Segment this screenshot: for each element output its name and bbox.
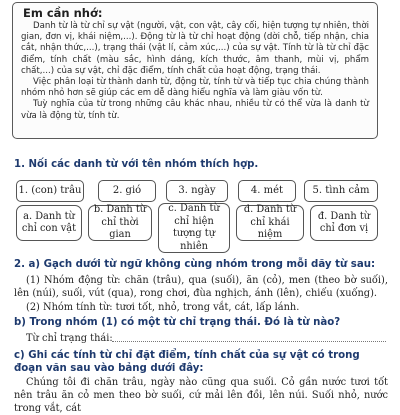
passage-text: Chúng tôi đi chăn trâu, ngày nào cũng qua suối. Cỏ gần nước tươi tốt nên trâu ăn cỏ men theo bờ suối, cứ mải lên đồi, lên núi. Suối nhỏ, nước trong vắt, cát (14, 377, 388, 414)
word-box-1[interactable]: 1. (con) trâu (16, 180, 84, 202)
reminder-title: Em cần nhớ: (23, 6, 103, 20)
group-box-a[interactable]: a. Danh từ chỉ con vật (16, 205, 82, 241)
group-box-d[interactable]: d. Danh từ chỉ khái niệm (236, 205, 304, 241)
state-word-answer-line[interactable] (112, 341, 386, 342)
state-word-label: Từ chỉ trạng thái: (26, 333, 113, 344)
group-box-c[interactable]: c. Danh từ chỉ hiện tượng tự nhiên (158, 203, 230, 253)
word-box-2[interactable]: 2. gió (98, 180, 156, 202)
adjective-group-line: (2) Nhóm tính từ: tươi tốt, nhỏ, trong vắt, cát, lấp lánh. (26, 302, 300, 313)
reminder-paragraph-3: Tuỳ nghĩa của từ trong những câu khác nhau, nhiều từ có thể vừa là danh từ vừa là động từ, tính từ. (21, 99, 369, 121)
reminder-box (12, 2, 378, 139)
question-2a-title: 2. a) Gạch dưới từ ngữ không cùng nhóm trong mỗi dãy từ sau: (14, 259, 376, 270)
question-1-title: 1. Nối các danh từ với tên nhóm thích hợp. (14, 159, 259, 170)
reminder-paragraph-1: Danh từ là từ chỉ sự vật (người, vật, con vật, cây cối, hiện tượng tự nhiên, thời gian, đơn vị, khái niệm,...). Động từ là từ chỉ hoạt động (dời chỗ, tiếp nhận, chia cắt, nhận thức,...), trạng thái (vật lí, cảm xúc,...) của sự vật. Tính từ là từ chỉ đặc điểm, tính chất (màu sắc, hình dáng, kích thước, âm thanh, mùi vị, phẩm chất,...) của sự vật, chỉ đặc điểm, tính chất của hoạt động, trạng thái. (21, 21, 369, 76)
group-box-b[interactable]: b. Danh từ chỉ thời gian (88, 205, 152, 241)
question-2c-title: c) Ghi các tính từ chỉ đặt điểm, tính chất của sự vật có trong đoạn văn sau vào bảng dưới đây: (14, 350, 360, 374)
question-2b-title: b) Trong nhóm (1) có một từ chỉ trạng thái. Đó là từ nào? (14, 317, 341, 328)
reminder-paragraph-2: Việc phân loại từ thành danh từ, động từ, tính từ và tiếp tục chia chúng thành nhóm nhỏ hơn sẽ giúp các em dễ dàng hiểu nghĩa và làm giàu vốn từ. (21, 77, 369, 99)
verb-group-line: (1) Nhóm động từ: chăn (trâu), qua (suối), ăn (cỏ), men (theo bờ suối), lên (núi), suối, vút (qua), rong chơi, đùa nghịch, ánh (lên), chiếu (xuống). (14, 275, 388, 299)
word-box-5[interactable]: 5. tình cảm (304, 180, 378, 202)
group-box-dd[interactable]: đ. Danh từ chỉ đơn vị (310, 205, 378, 241)
word-box-4[interactable]: 4. mét (238, 180, 296, 202)
word-box-3[interactable]: 3. ngày (166, 180, 228, 202)
